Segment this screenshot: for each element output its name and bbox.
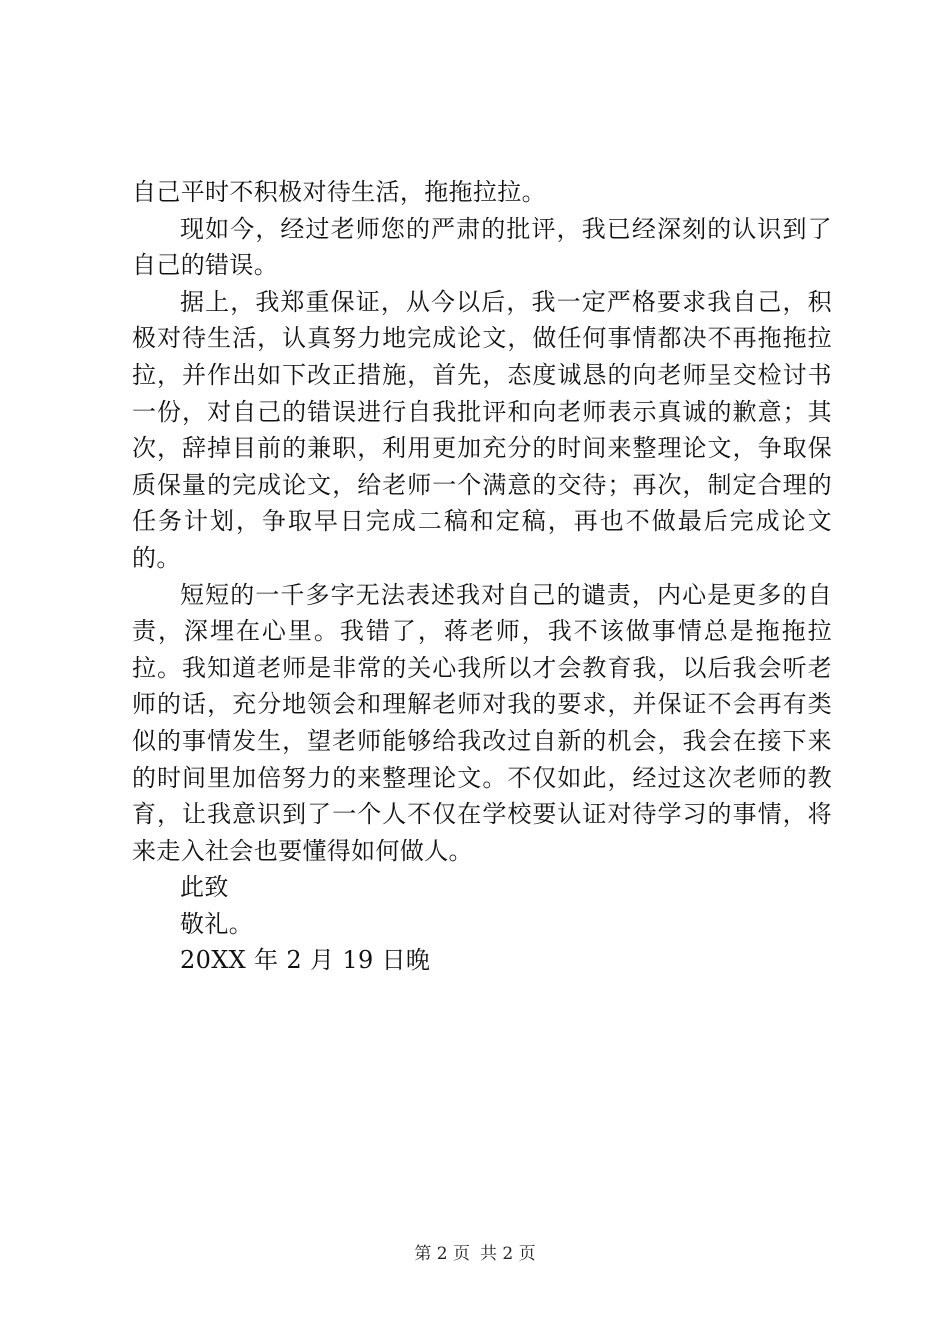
page-total: 共 2 页 <box>480 1244 536 1264</box>
paragraph-continuation: 自己平时不积极对待生活，拖拖拉拉。 <box>132 178 546 206</box>
closing-salutation: 此致 <box>180 873 229 902</box>
paragraph-realization: 现如今，经过老师您的严肃的批评，我已经深刻的认识到了自己的错误。 <box>132 214 832 280</box>
page-footer <box>0 1243 950 1265</box>
paragraph-promise: 据上，我郑重保证，从今以后，我一定严格要求我自己，积极对待生活，认真努力地完成论文，做任何事情都决不再拖拖拉拉，并作出如下改正措施，首先，态度诚恳的向老师呈交检讨书一份，对自己的错误进行自我批评和向老师表示真诚的歉意；其次，辞掉目前的兼职，利用更加充分的时间来整理论文，争取保质保量的完成论文，给老师一个满意的交待；再次，制定合理的任务计划，争取早日完成二稿和定稿，再也不做最后完成论文的。 <box>132 287 832 572</box>
letter-date: 20XX 年 2 月 19 日晚 <box>180 946 431 975</box>
closing-respect: 敬礼。 <box>180 909 254 938</box>
paragraph-self-reproach: 短短的一千多字无法表述我对自己的谴责，内心是更多的自责，深埋在心里。我错了，蒋老师，我不该做事情总是拖拖拉拉。我知道老师是非常的关心我所以才会教育我，以后我会听老师的话，充分地领会和理解老师对我的要求，并保证不会再有类似的事情发生，望老师能够给我改过自新的机会，我会在接下来的时间里加倍努力的来整理论文。不仅如此，经过这次老师的教育，让我意识到了一个人不仅在学校要认证对待学习的事情，将来走入社会也要懂得如何做人。 <box>132 580 832 865</box>
page-number: 第 2 页 <box>414 1244 470 1264</box>
letter-body <box>132 174 832 979</box>
